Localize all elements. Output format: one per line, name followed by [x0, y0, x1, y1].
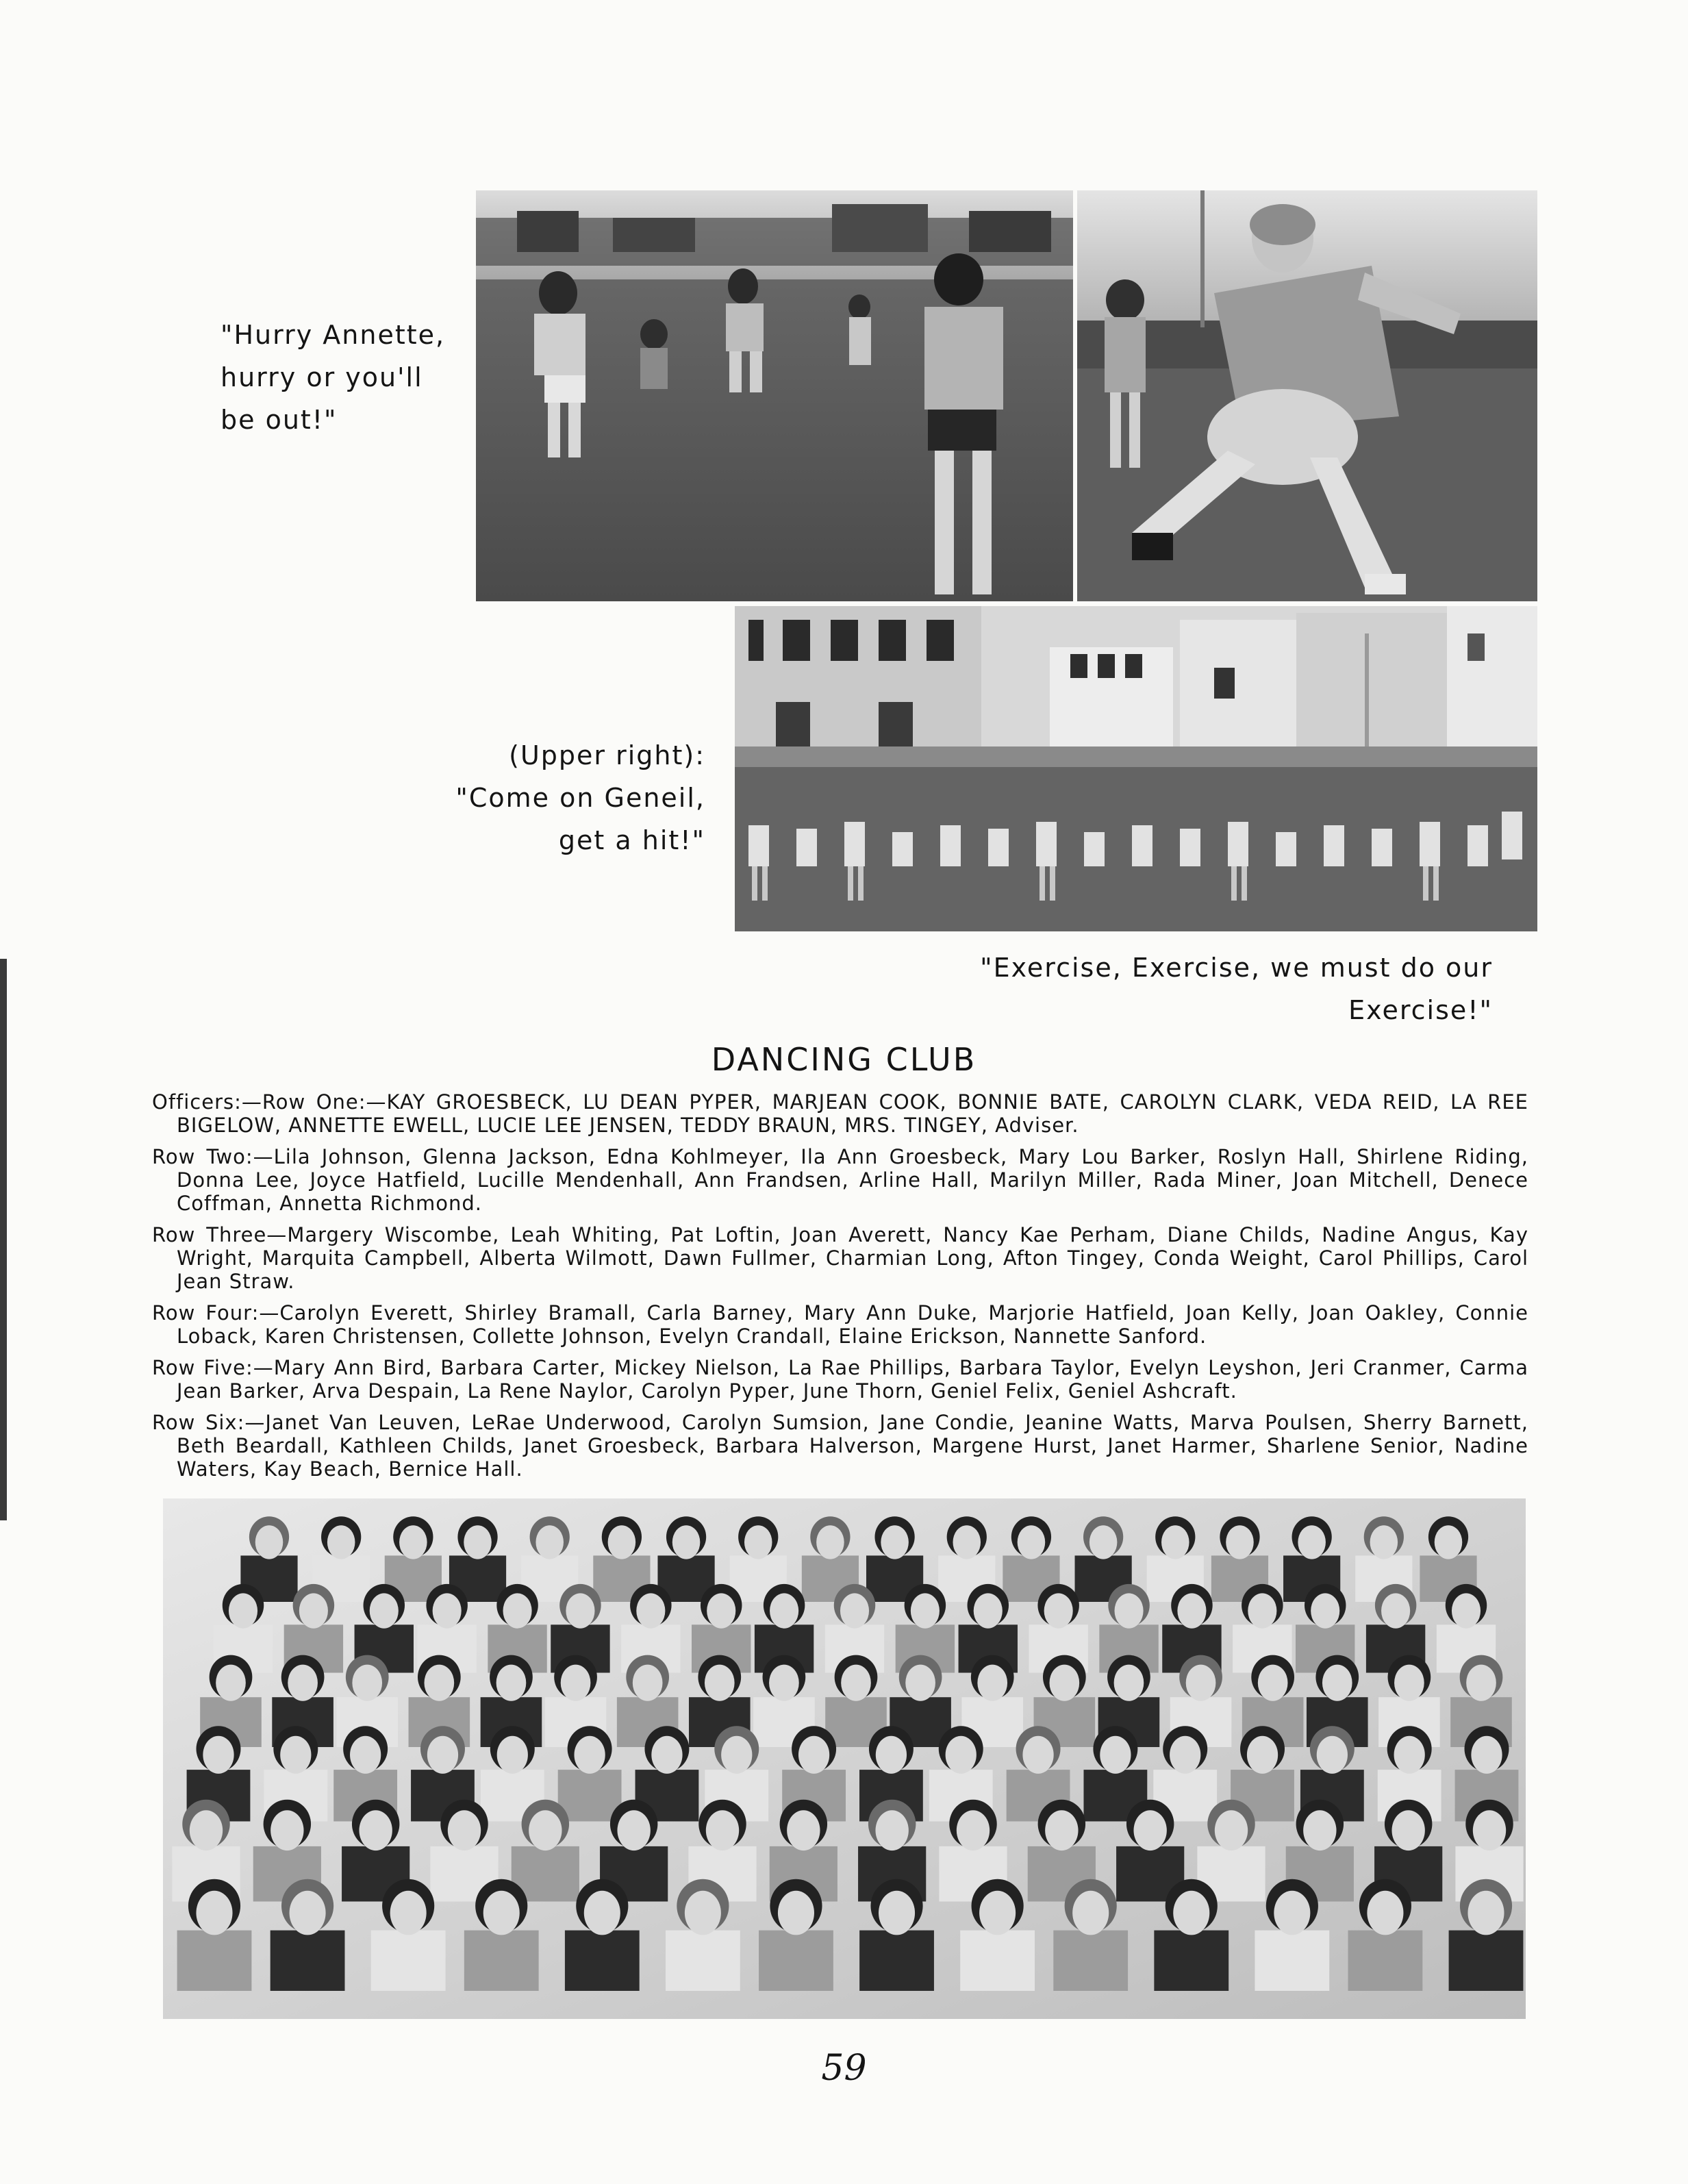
group-member-face — [427, 1736, 458, 1774]
group-member-face — [911, 1593, 940, 1628]
group-member-body — [960, 1931, 1035, 1991]
group-member-face — [1114, 1665, 1144, 1701]
group-member-face — [977, 1665, 1007, 1701]
group-member-face — [706, 1810, 739, 1850]
group-member-face — [953, 1525, 981, 1559]
group-member-face — [1089, 1525, 1118, 1559]
group-member-face — [787, 1810, 820, 1850]
group-member-face — [216, 1665, 246, 1701]
section-title: DANCING CLUB — [711, 1041, 977, 1078]
roster-row-label: Officers:—Row One:— — [152, 1090, 387, 1114]
group-member-face — [1044, 1593, 1073, 1628]
group-member-face — [707, 1593, 735, 1628]
group-member-face — [350, 1736, 381, 1774]
roster-row-six — [152, 1411, 1528, 1481]
roster-officers — [152, 1090, 1528, 1137]
group-member-face — [290, 1891, 326, 1935]
group-member-face — [875, 1810, 908, 1850]
group-member-face — [974, 1593, 1003, 1628]
group-member-face — [255, 1525, 284, 1559]
group-member-face — [1045, 1810, 1078, 1850]
roster-row-text: Margery Wiscombe, Leah Whiting, Pat Loftin, Joan Averett, Nancy Kae Perham, Diane Childs, Nadine Angus, Kay Wright, Marquita Campbell, Alberta Wilmott, Dawn Fullmer, Charmian Long, Afton Tingey, Conda Weight, Carol Phillips, Carol Jean Straw. — [177, 1223, 1528, 1293]
group-member-face — [352, 1665, 382, 1701]
roster-row-label: Row Six:— — [152, 1411, 266, 1434]
exercise-field-photo — [735, 606, 1537, 931]
group-member-face — [390, 1891, 427, 1935]
caption-come-on-geneil — [418, 734, 705, 862]
group-member-face — [1100, 1736, 1131, 1774]
caption-upper-right-label: (Upper right): — [509, 740, 705, 770]
group-member-body — [1053, 1931, 1128, 1991]
roster-row-label: Row Five:— — [152, 1356, 274, 1379]
group-member-face — [1215, 1810, 1248, 1850]
group-member-face — [433, 1593, 462, 1628]
group-member-face — [1394, 1665, 1424, 1701]
group-member-body — [558, 1770, 622, 1821]
group-member-face — [879, 1891, 915, 1935]
group-member-face — [840, 1593, 869, 1628]
group-member-face — [946, 1736, 977, 1774]
group-member-face — [1435, 1525, 1463, 1559]
group-member-body — [565, 1931, 640, 1991]
group-member-face — [816, 1525, 844, 1559]
group-member-face — [1161, 1525, 1189, 1559]
softball-field-photo — [476, 190, 1073, 601]
group-member-face — [1471, 1736, 1502, 1774]
group-member-face — [876, 1736, 907, 1774]
group-member-face — [1322, 1665, 1352, 1701]
group-member-body — [666, 1931, 740, 1991]
roster-row-three — [152, 1223, 1528, 1293]
group-member-face — [1133, 1810, 1166, 1850]
group-member-face — [1452, 1593, 1481, 1628]
group-member-face — [483, 1891, 520, 1935]
group-member-body — [1348, 1931, 1423, 1991]
dancing-club-group-photo — [163, 1498, 1526, 2019]
group-member-face — [636, 1593, 665, 1628]
roster-row-text: Janet Van Leuven, LeRae Underwood, Carolyn Sumsion, Jane Condie, Jeanine Watts, Marva Poulsen, Sherry Barnett, Beth Beardall, Kathleen Childs, Janet Groesbeck, Barbara Halverson, Margene Hurst, Janet Harmer, Sharlene Senior, Nadine Waters, Kay Beach, Bernice Hall. — [177, 1411, 1528, 1481]
group-member-face — [370, 1593, 399, 1628]
group-member-face — [584, 1891, 620, 1935]
roster-row-four — [152, 1301, 1528, 1348]
group-member-face — [424, 1665, 454, 1701]
group-member-face — [529, 1810, 562, 1850]
group-member-face — [1467, 1891, 1504, 1935]
group-member-face — [633, 1665, 663, 1701]
group-member-face — [608, 1525, 636, 1559]
group-member-face — [705, 1665, 735, 1701]
roster-row-label: Row Three— — [152, 1223, 288, 1246]
group-member-face — [721, 1736, 752, 1774]
group-member-face — [1247, 1736, 1278, 1774]
group-member-body — [1255, 1931, 1329, 1991]
group-member-face — [574, 1736, 605, 1774]
caption-come-on-text: "Come on Geneil, get a hit!" — [455, 783, 705, 855]
group-member-face — [1370, 1525, 1398, 1559]
group-member-face — [1170, 1736, 1200, 1774]
group-member-face — [359, 1810, 392, 1850]
group-member-face — [1248, 1593, 1276, 1628]
group-member-body — [464, 1931, 539, 1991]
roster-row-five — [152, 1356, 1528, 1403]
group-member-face — [1298, 1525, 1326, 1559]
group-member-face — [203, 1736, 234, 1774]
group-member-face — [1391, 1810, 1424, 1850]
group-member-face — [1018, 1525, 1046, 1559]
group-member-face — [190, 1810, 223, 1850]
group-member-face — [1381, 1593, 1410, 1628]
group-member-face — [1022, 1736, 1053, 1774]
group-member-face — [399, 1525, 427, 1559]
group-member-face — [770, 1593, 798, 1628]
group-member-body — [1154, 1931, 1229, 1991]
page-number: 59 — [821, 2048, 867, 2089]
group-member-face — [327, 1525, 355, 1559]
group-member-face — [503, 1593, 531, 1628]
roster-row-text: KAY GROESBECK, LU DEAN PYPER, MARJEAN COOK, BONNIE BATE, CAROLYN CLARK, VEDA REID, LA REE BIGELOW, ANNETTE EWELL, LUCIE LEE JENSEN, TEDDY BRAUN, MRS. TINGEY, Adviser. — [177, 1090, 1528, 1137]
group-member-face — [1367, 1891, 1403, 1935]
roster-row-label: Row Two:— — [152, 1145, 274, 1168]
group-member-face — [1049, 1665, 1079, 1701]
caption-hurry-annette: "Hurry Annette, hurry or you'll be out!" — [221, 320, 446, 435]
group-member-face — [1317, 1736, 1348, 1774]
roster-row-text: Lila Johnson, Glenna Jackson, Edna Kohlmeyer, Ila Ann Groesbeck, Mary Lou Barker, Roslyn Hall, Shirlene Riding, Donna Lee, Joyce Hatfield, Lucille Mendenhall, Ann Frandsen, Arline Hall, Marilyn Miller, Rada Miner, Joan Mitchell, Denece Coffman, Annetta Richmond. — [177, 1145, 1529, 1215]
group-member-body — [270, 1931, 345, 1991]
group-member-face — [270, 1810, 303, 1850]
group-member-face — [769, 1665, 799, 1701]
group-member-face — [1114, 1593, 1143, 1628]
roster-row-two — [152, 1145, 1528, 1215]
group-member-face — [464, 1525, 492, 1559]
group-member-face — [1177, 1593, 1206, 1628]
group-member-face — [905, 1665, 935, 1701]
group-member-face — [1226, 1525, 1254, 1559]
group-member-face — [1466, 1665, 1496, 1701]
group-member-body — [759, 1931, 833, 1991]
pitcher-photo — [1077, 190, 1537, 601]
group-member-face — [617, 1810, 650, 1850]
group-member-face — [496, 1665, 527, 1701]
group-member-face — [685, 1891, 721, 1935]
group-member-face — [881, 1525, 909, 1559]
group-member-face — [744, 1525, 772, 1559]
group-member-face — [1186, 1665, 1216, 1701]
group-member-face — [841, 1665, 871, 1701]
group-member-face — [497, 1736, 528, 1774]
group-member-face — [1258, 1665, 1288, 1701]
roster-row-text: Carolyn Everett, Shirley Bramall, Carla Barney, Mary Ann Duke, Marjorie Hatfield, Joan Kelly, Joan Oakley, Connie Loback, Karen Christensen, Collette Johnson, Evelyn Crandall, Elaine Erickson, Nannette Sanford. — [177, 1301, 1528, 1348]
group-member-face — [979, 1891, 1016, 1935]
group-member-face — [778, 1891, 814, 1935]
group-member-face — [1274, 1891, 1310, 1935]
group-member-face — [651, 1736, 682, 1774]
group-member-face — [957, 1810, 990, 1850]
group-member-face — [1311, 1593, 1339, 1628]
group-member-face — [561, 1665, 591, 1701]
group-member-face — [448, 1810, 481, 1850]
group-member-face — [798, 1736, 829, 1774]
group-member-face — [566, 1593, 594, 1628]
group-member-face — [299, 1593, 328, 1628]
group-member-body — [859, 1931, 934, 1991]
group-member-face — [1394, 1736, 1425, 1774]
roster-row-label: Row Four:— — [152, 1301, 280, 1325]
group-member-body — [371, 1931, 446, 1991]
group-member-body — [177, 1931, 252, 1991]
group-member-face — [196, 1891, 232, 1935]
group-member-face — [672, 1525, 701, 1559]
group-member-face — [1473, 1810, 1506, 1850]
group-member-face — [1072, 1891, 1109, 1935]
group-member-face — [280, 1736, 311, 1774]
roster-row-text: Mary Ann Bird, Barbara Carter, Mickey Nielson, La Rae Phillips, Barbara Taylor, Evelyn Leyshon, Jeri Cranmer, Carma Jean Barker, Arva Despain, La Rene Naylor, Carolyn Pyper, June Thorn, Geniel Felix, Geniel Ashcraft. — [177, 1356, 1528, 1403]
member-roster — [152, 1090, 1528, 1489]
group-member-face — [1173, 1891, 1209, 1935]
group-member-body — [1449, 1931, 1524, 1991]
group-member-face — [288, 1665, 318, 1701]
group-member-face — [536, 1525, 564, 1559]
group-member-face — [1303, 1810, 1336, 1850]
group-member-face — [229, 1593, 257, 1628]
caption-exercise: "Exercise, Exercise, we must do our Exercise!" — [980, 953, 1493, 1025]
